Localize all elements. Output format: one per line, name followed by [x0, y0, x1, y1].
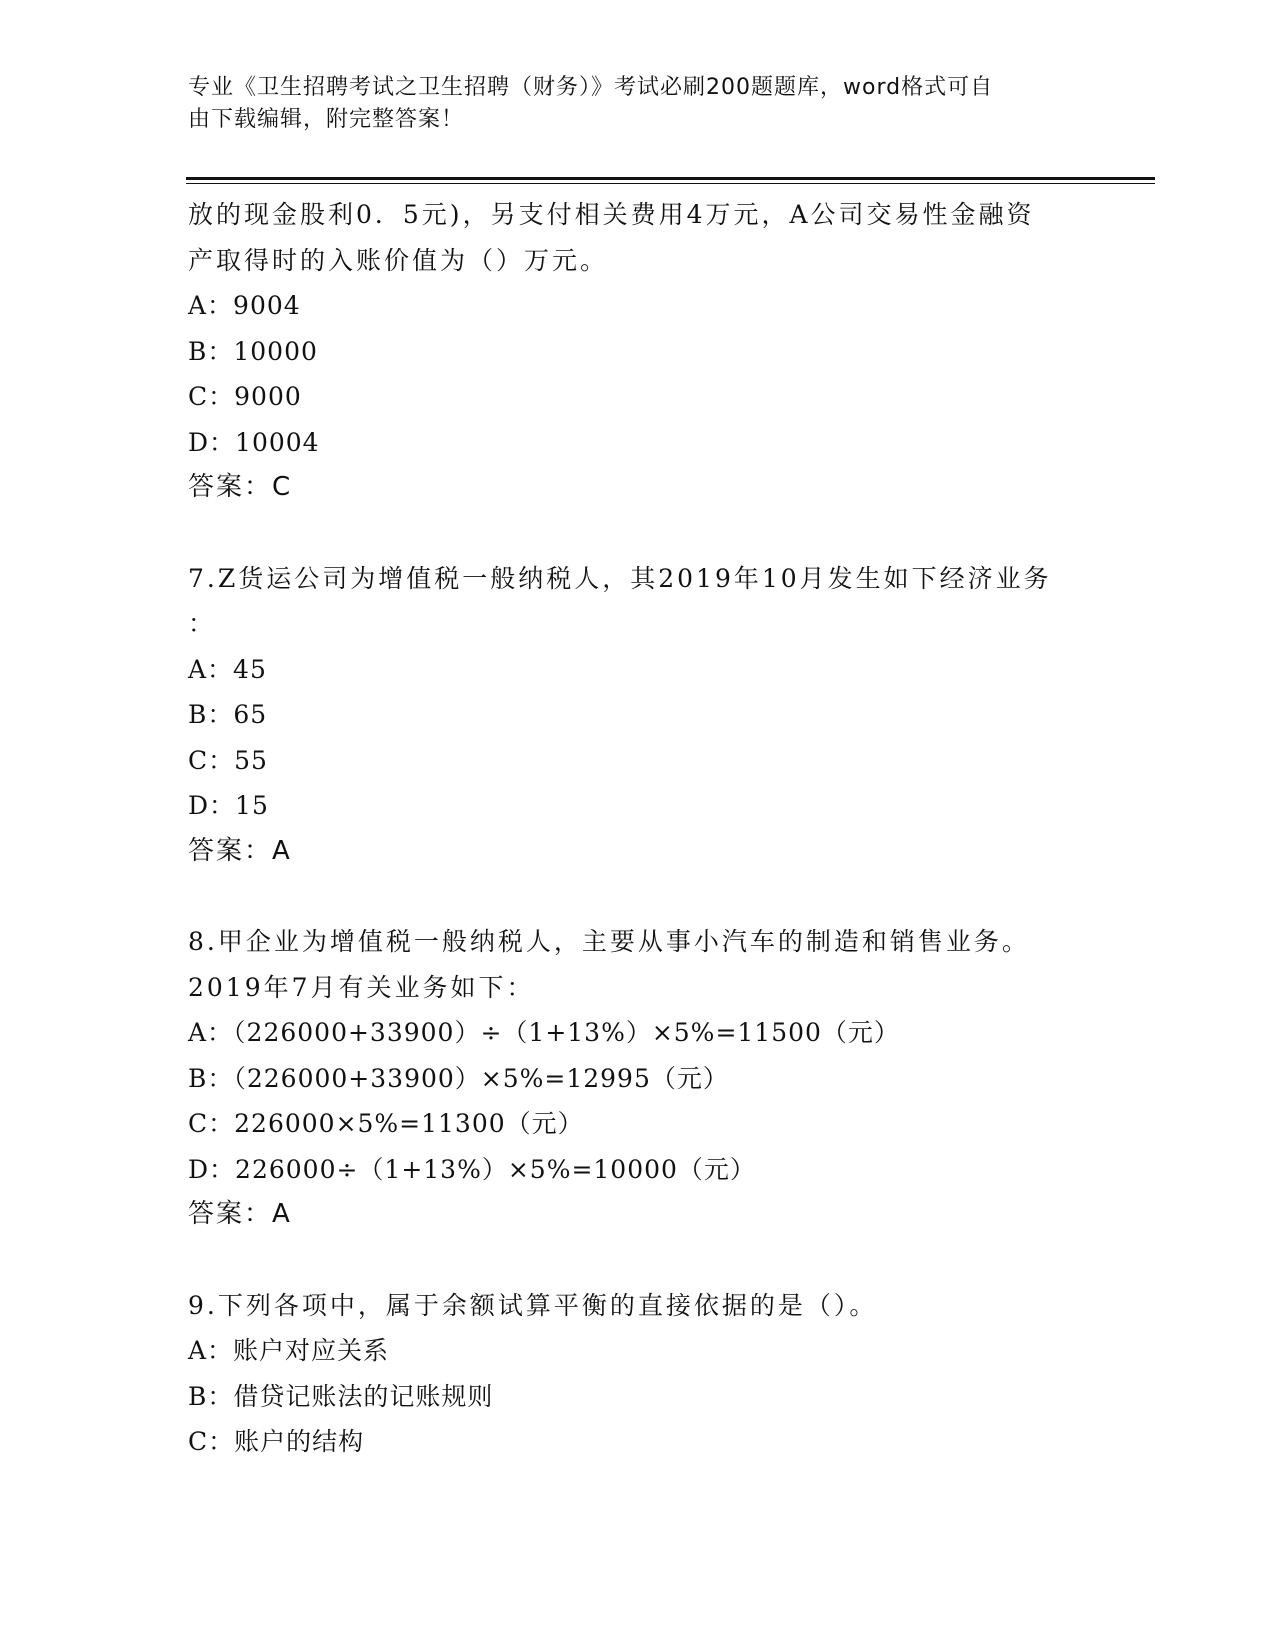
question-text: 产取得时的入账价值为（）万元。: [188, 245, 609, 275]
option-a: A：9004: [188, 291, 301, 320]
question-list: [188, 192, 1088, 1465]
header-divider-thick: [186, 177, 1155, 180]
answer: 答案：C: [188, 472, 293, 502]
question-6: [188, 192, 1088, 511]
option-d: D：15: [188, 791, 269, 820]
option-d: D：10004: [188, 427, 320, 457]
question-text: 放的现金股利0．5元)，另支付相关费用4万元，A公司交易性金融资: [188, 200, 1035, 229]
answer: 答案：A: [188, 835, 292, 866]
option-b: B：借贷记账法的记账规则: [188, 1381, 494, 1411]
question-text: ：: [188, 609, 217, 638]
option-a: A：账户对应关系: [188, 1336, 390, 1365]
document-header: [188, 72, 1068, 136]
option-a: A：45: [188, 654, 267, 684]
option-d: D：226000÷（1+13%）×5%=10000（元）: [188, 1154, 756, 1184]
question-7: [188, 556, 1088, 875]
header-line-2: 由下载编辑，附完整答案！: [188, 107, 465, 132]
option-b: B：（226000+33900）×5%=12995（元）: [188, 1063, 729, 1093]
option-b: B：10000: [188, 336, 318, 366]
option-c: C：9000: [188, 382, 302, 411]
option-c: C：账户的结构: [188, 1427, 365, 1456]
question-text: 2019年7月有关业务如下：: [188, 972, 535, 1002]
question-text: 9.下列各项中，属于余额试算平衡的直接依据的是（）。: [188, 1290, 878, 1320]
spacer: [188, 1238, 1088, 1283]
option-c: C：226000×5%=11300（元）: [188, 1109, 584, 1138]
option-b: B：65: [188, 700, 268, 729]
question-9: [188, 1283, 1088, 1465]
option-c: C：55: [188, 745, 268, 775]
question-text: 7.Z货运公司为增值税一般纳税人，其2019年10月发生如下经济业务: [188, 563, 1052, 593]
header-divider-thin: [186, 183, 1155, 184]
option-a: A：（226000+33900）÷（1+13%）×5%=11500（元）: [188, 1018, 900, 1047]
header-line-1: 专业《卫生招聘考试之卫生招聘（财务）》考试必刷200题题库，word格式可自: [188, 75, 994, 100]
spacer: [188, 511, 1088, 556]
spacer: [188, 874, 1088, 919]
question-text: 8.甲企业为增值税一般纳税人，主要从事小汽车的制造和销售业务。: [188, 927, 1030, 956]
answer: 答案：A: [188, 1199, 292, 1229]
question-8: [188, 919, 1088, 1238]
